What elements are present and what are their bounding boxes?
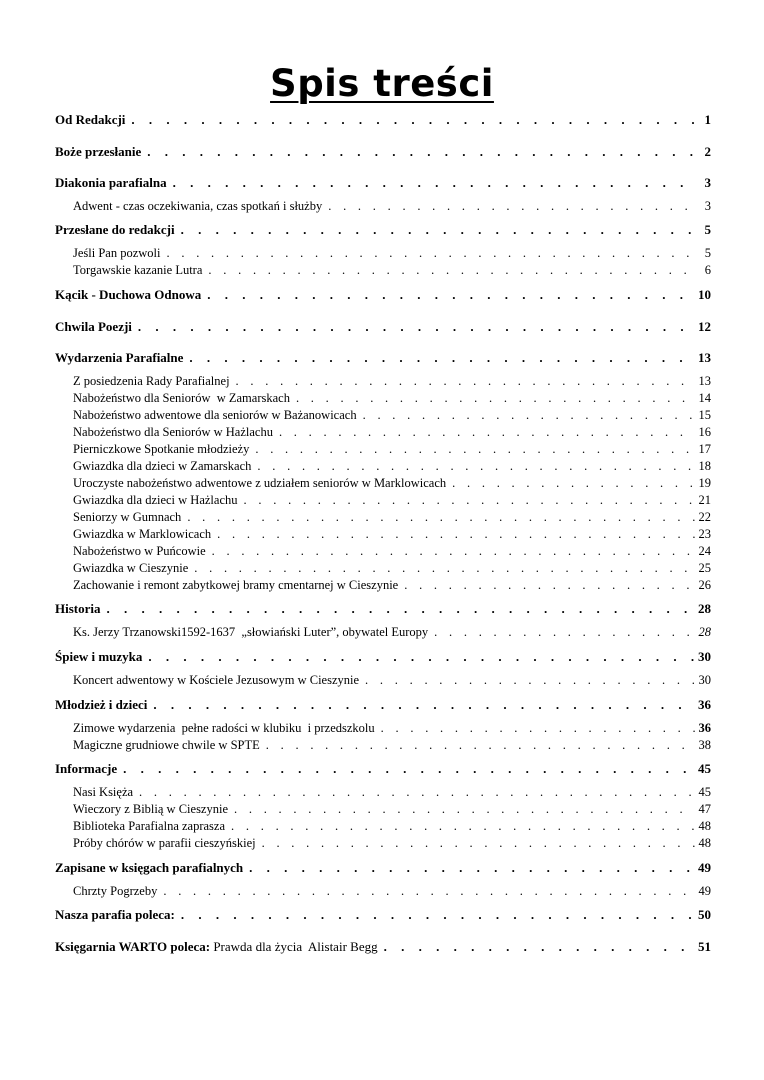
toc-section-title: Księgarnia WARTO poleca: xyxy=(55,939,211,954)
toc-entry-title: Nabożeństwo w Puńcowie xyxy=(73,544,206,558)
dot-leader xyxy=(234,801,695,818)
dot-leader xyxy=(384,938,694,955)
toc-page-number: 49 xyxy=(698,860,711,875)
toc-section-title: Boże przesłanie xyxy=(55,144,142,159)
toc-entry[interactable] xyxy=(73,720,711,737)
toc-page-number: 24 xyxy=(698,544,711,558)
toc-section-od-redakcji[interactable] xyxy=(55,111,711,128)
toc-page-number: 23 xyxy=(698,527,711,541)
dot-leader xyxy=(138,318,694,335)
dot-leader xyxy=(212,543,695,560)
toc-section-title: Chwila Poezji xyxy=(55,319,132,334)
toc-section-przeslane-do-redakcji[interactable] xyxy=(55,221,711,238)
toc-entry-title: Koncert adwentowy w Kościele Jezusowym w Cieszynie xyxy=(73,673,360,687)
toc-section-title: Śpiew i muzyka xyxy=(55,649,143,664)
toc-page-number: 1 xyxy=(704,112,711,127)
toc-page-number: 28 xyxy=(698,625,711,639)
toc-page-number: 51 xyxy=(698,939,711,954)
toc-page-number: 3 xyxy=(704,199,711,213)
toc-entry-title: Jeśli Pan pozwoli xyxy=(73,246,161,260)
toc-entry[interactable] xyxy=(73,198,711,215)
toc-page-number: 5 xyxy=(704,222,711,237)
dot-leader xyxy=(279,424,695,441)
toc-entry[interactable] xyxy=(73,560,711,577)
toc-page-number: 15 xyxy=(698,408,711,422)
toc-page-number: 2 xyxy=(704,144,711,159)
toc-entry[interactable] xyxy=(73,784,711,801)
toc-entry[interactable] xyxy=(73,526,711,543)
dot-leader xyxy=(434,624,694,641)
dot-leader xyxy=(262,835,695,852)
dot-leader xyxy=(257,458,694,475)
toc-section-title: Informacje xyxy=(55,761,118,776)
toc-page-number: 14 xyxy=(698,391,711,405)
toc-section-kacik-duchowa-odnowa[interactable] xyxy=(55,286,711,303)
dot-leader xyxy=(328,198,697,215)
toc-section-chwila-poezji[interactable] xyxy=(55,318,711,335)
dot-leader xyxy=(296,390,695,407)
toc-entry-title: Gwiazdka w Cieszynie xyxy=(73,561,189,575)
dot-leader xyxy=(381,720,695,737)
toc-page-number: 25 xyxy=(698,561,711,575)
toc-entry-title: Pierniczkowe Spotkanie młodzieży xyxy=(73,442,250,456)
toc-page-number: 36 xyxy=(698,697,711,712)
toc-section-title: Kącik - Duchowa Odnowa xyxy=(55,287,202,302)
toc-entry[interactable] xyxy=(73,509,711,526)
toc-entry-title: Uroczyste nabożeństwo adwentowe z udziałem seniorów w Marklowicach xyxy=(73,476,447,490)
toc-page-number: 13 xyxy=(698,350,711,365)
toc-section-zapisane-w-ksiegach[interactable] xyxy=(55,859,711,876)
toc-page-number: 36 xyxy=(698,721,711,735)
toc-page-number: 18 xyxy=(698,459,711,473)
toc-section-spiew-i-muzyka[interactable] xyxy=(55,648,711,665)
toc-section-informacje[interactable] xyxy=(55,760,711,777)
toc-entry-title: Gwiazdka dla dzieci w Hażlachu xyxy=(73,493,238,507)
toc-entry[interactable] xyxy=(73,737,711,754)
toc-section-nasza-parafia-poleca[interactable] xyxy=(55,906,711,923)
toc-section-heading xyxy=(55,938,378,955)
dot-leader xyxy=(163,883,694,900)
toc-section-title: Diakonia parafialna xyxy=(55,175,167,190)
toc-page-number: 26 xyxy=(698,578,711,592)
toc-entry-title: Gwiazdka dla dzieci w Zamarskach xyxy=(73,459,252,473)
toc-section-title: Zapisane w księgach parafialnych xyxy=(55,860,244,875)
toc-entry[interactable] xyxy=(73,458,711,475)
toc-page-number: 48 xyxy=(698,836,711,850)
toc-page-number: 45 xyxy=(698,785,711,799)
dot-leader xyxy=(363,407,695,424)
toc-entry-title: Torgawskie kazanie Lutra xyxy=(73,263,203,277)
toc-page-number: 21 xyxy=(698,493,711,507)
toc-entry-title: Seniorzy w Gumnach xyxy=(73,510,182,524)
toc-entry[interactable] xyxy=(73,262,711,279)
toc-entry[interactable] xyxy=(73,475,711,492)
toc-page-number: 49 xyxy=(698,884,711,898)
toc-section-boze-przeslanie[interactable] xyxy=(55,143,711,160)
dot-leader xyxy=(207,286,694,303)
toc-page-number: 47 xyxy=(698,802,711,816)
dot-leader xyxy=(181,906,694,923)
toc-section-title: Historia xyxy=(55,601,101,616)
toc-page-number: 17 xyxy=(698,442,711,456)
toc-page-number: 10 xyxy=(698,287,711,302)
toc-entry-title: Wieczory z Biblią w Cieszynie xyxy=(73,802,228,816)
toc-entry[interactable] xyxy=(73,624,711,641)
toc-entry-title: Nabożeństwo dla Seniorów w Zamarskach xyxy=(73,391,290,405)
dot-leader xyxy=(208,262,697,279)
dot-leader xyxy=(249,859,694,876)
dot-leader xyxy=(131,111,697,128)
toc-entry[interactable] xyxy=(73,883,711,900)
dot-leader xyxy=(153,696,694,713)
toc-section-title: Przesłane do redakcji xyxy=(55,222,175,237)
toc-page-number: 30 xyxy=(698,649,711,664)
toc-entry[interactable] xyxy=(73,245,711,262)
toc-page-number: 48 xyxy=(698,819,711,833)
toc-page-number: 28 xyxy=(698,601,711,616)
dot-leader xyxy=(139,784,694,801)
toc-entry-title: Nabożeństwo adwentowe dla seniorów w Bażanowicach xyxy=(73,408,357,422)
toc-page-number: 50 xyxy=(698,907,711,922)
dot-leader xyxy=(365,672,694,689)
toc-section-diakonia-parafialna[interactable] xyxy=(55,174,711,191)
toc-section-historia[interactable] xyxy=(55,600,711,617)
toc-entry-title: Nabożeństwo dla Seniorów w Hażlachu xyxy=(73,425,273,439)
toc-section-title: Młodzież i dzieci xyxy=(55,697,148,712)
dot-leader xyxy=(107,600,695,617)
dot-leader xyxy=(217,526,694,543)
dot-leader xyxy=(167,245,698,262)
toc-page-number: 45 xyxy=(698,761,711,776)
dot-leader xyxy=(452,475,694,492)
dot-leader xyxy=(404,577,694,594)
toc-page-number: 22 xyxy=(698,510,711,524)
toc-page-number: 38 xyxy=(698,738,711,752)
toc-page-number: 13 xyxy=(698,374,711,388)
dot-leader xyxy=(148,648,694,665)
toc-entry-title: Ks. Jerzy Trzanowski1592-1637 „słowiański Luter”, obywatel Europy xyxy=(73,625,429,639)
toc-section-title: Nasza parafia poleca: xyxy=(55,907,175,922)
toc-entry[interactable] xyxy=(73,390,711,407)
toc-entry[interactable] xyxy=(73,543,711,560)
toc-entry[interactable] xyxy=(73,835,711,852)
toc-page-number: 6 xyxy=(704,263,711,277)
toc-section-ksiegarnia-warto[interactable] xyxy=(55,938,711,955)
toc-page-number: 5 xyxy=(704,246,711,260)
toc-entry-title: Gwiazdka w Marklowicach xyxy=(73,527,212,541)
dot-leader xyxy=(236,373,695,390)
dot-leader xyxy=(231,818,694,835)
toc-entry-title: Adwent - czas oczekiwania, czas spotkań i służby xyxy=(73,199,323,213)
toc-entry-title: Nasi Księża xyxy=(73,785,134,799)
dot-leader xyxy=(266,737,695,754)
toc-section-mlodziez-i-dzieci[interactable] xyxy=(55,696,711,713)
toc-page-number: 12 xyxy=(698,319,711,334)
toc-section-title: Od Redakcji xyxy=(55,112,126,127)
toc-page-number: 19 xyxy=(698,476,711,490)
toc-entry-title: Zimowe wydarzenia pełne radości w klubiku i przedszkolu xyxy=(73,721,375,735)
toc-entry-title: Próby chórów w parafii cieszyńskiej xyxy=(73,836,256,850)
toc-entry-title: Zachowanie i remont zabytkowej bramy cmentarnej w Cieszynie xyxy=(73,578,399,592)
toc-entry-title: Chrzty Pogrzeby xyxy=(73,884,158,898)
dot-leader xyxy=(255,441,694,458)
toc-entry-title: Biblioteka Parafialna zaprasza xyxy=(73,819,226,833)
toc-entry-title: Z posiedzenia Rady Parafialnej xyxy=(73,374,230,388)
toc-page-number: 30 xyxy=(698,673,711,687)
dot-leader xyxy=(147,143,697,160)
toc-section-wydarzenia-parafialne[interactable] xyxy=(55,349,711,366)
toc-entry[interactable] xyxy=(73,818,711,835)
toc-entry[interactable] xyxy=(73,492,711,509)
page-title: Spis treści xyxy=(270,62,494,105)
toc-entry[interactable] xyxy=(73,801,711,818)
dot-leader xyxy=(194,560,694,577)
toc-section-title: Wydarzenia Parafialne xyxy=(55,350,184,365)
toc-entry[interactable] xyxy=(73,373,711,390)
toc-page-number: 16 xyxy=(698,425,711,439)
dot-leader xyxy=(123,760,694,777)
dot-leader xyxy=(187,509,694,526)
toc-section-subtitle: Prawda dla życia Alistair Begg xyxy=(213,939,378,954)
dot-leader xyxy=(181,221,697,238)
toc-entry[interactable] xyxy=(73,672,711,689)
toc-entry[interactable] xyxy=(73,577,711,594)
toc-entry[interactable] xyxy=(73,424,711,441)
toc-entry[interactable] xyxy=(73,407,711,424)
toc-entry[interactable] xyxy=(73,441,711,458)
dot-leader xyxy=(189,349,694,366)
toc-page-number: 3 xyxy=(704,175,711,190)
toc-entry-title: Magiczne grudniowe chwile w SPTE xyxy=(73,738,260,752)
dot-leader xyxy=(244,492,695,509)
dot-leader xyxy=(173,174,697,191)
